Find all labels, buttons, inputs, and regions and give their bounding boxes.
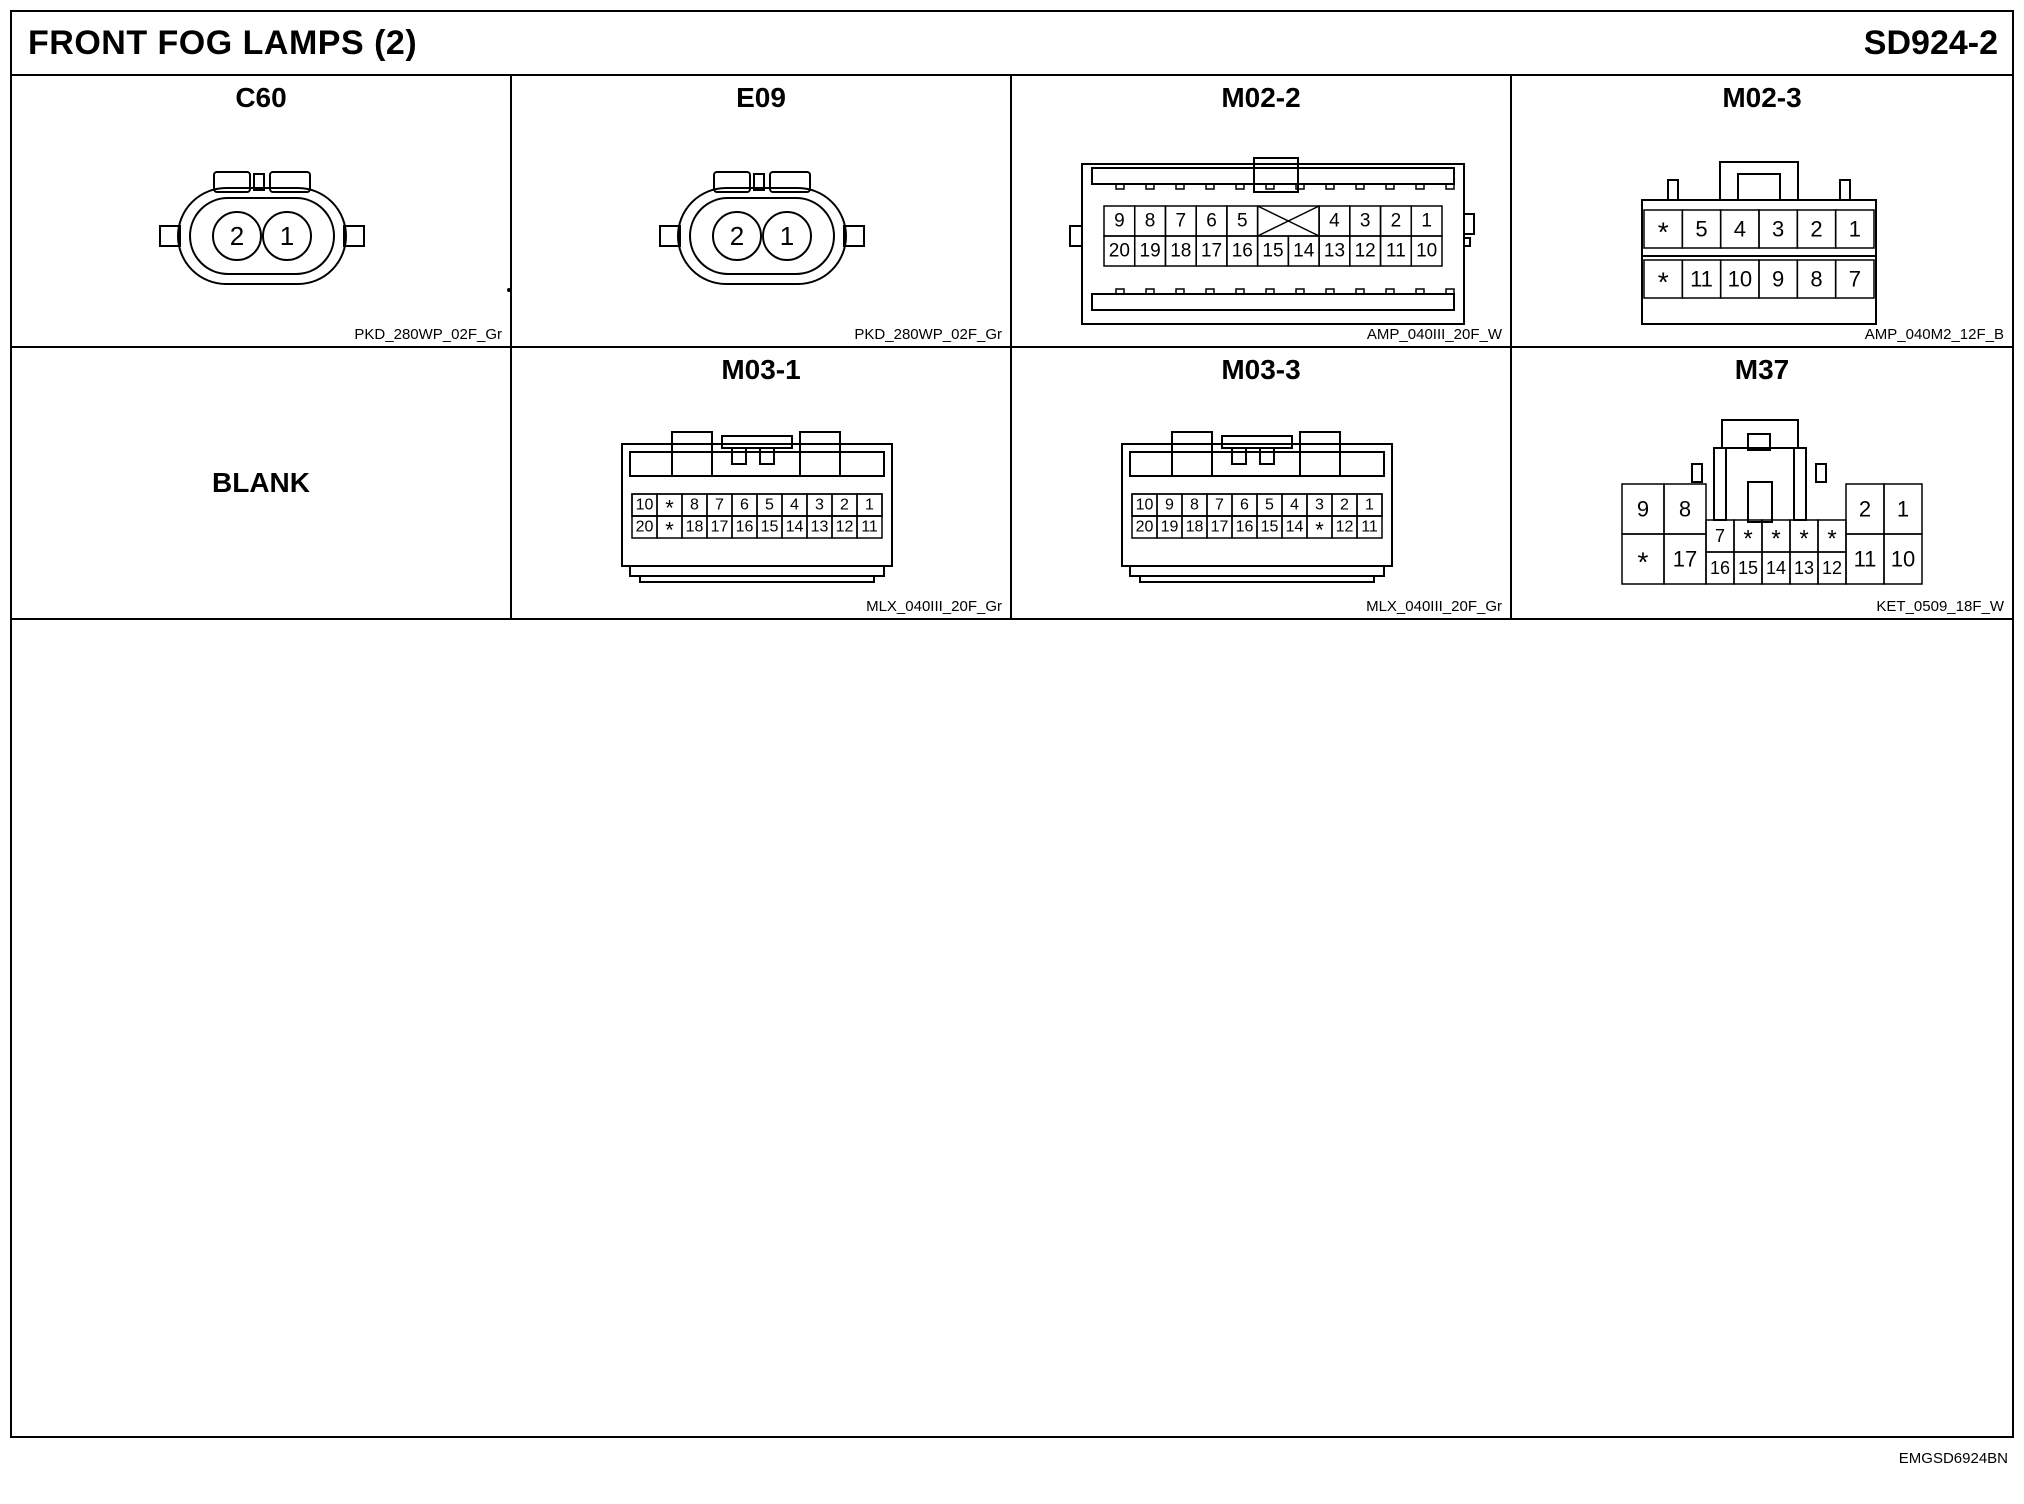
pin-label: 1: [1896, 496, 1910, 522]
top-rail: [1130, 452, 1384, 476]
pin-label: 2: [229, 221, 245, 251]
connector-label: M03-1: [721, 354, 801, 385]
connector-diagram-c60: [12, 76, 512, 346]
connector-diagram-e09: [512, 76, 1012, 346]
pin-label: 10: [1135, 496, 1154, 514]
connector-type: PKD_280WP_02F_Gr: [354, 326, 502, 343]
pin-label: 1: [1421, 210, 1432, 232]
pin-label: 3: [1772, 216, 1785, 242]
side-key: [1070, 226, 1082, 246]
sheet-code: SD924-2: [1863, 24, 1998, 62]
rib-notch: [1266, 184, 1274, 189]
side-key: [1464, 214, 1474, 234]
rib-notch: [1386, 184, 1394, 189]
empty-pin-mark: *: [1637, 546, 1649, 578]
guide-post: [1816, 464, 1826, 482]
latch-tooth: [732, 448, 746, 464]
pin-label: 8: [1190, 496, 1199, 514]
guide-rib: [1714, 448, 1726, 520]
guide-post: [1692, 464, 1702, 482]
rib-notch: [1296, 289, 1304, 294]
connector-type: AMP_040M2_12F_B: [1864, 326, 2004, 343]
rib-notch: [1146, 289, 1154, 294]
pin-label: 8: [1678, 496, 1692, 522]
pin-label: 8: [1144, 210, 1156, 232]
top-rail: [1092, 168, 1454, 184]
pin-label: 6: [1206, 210, 1217, 232]
pin-label: 7: [1175, 210, 1187, 232]
connector-e09: [512, 76, 1012, 348]
guide-rib: [1794, 448, 1806, 520]
pin-label: 2: [729, 221, 745, 251]
rib-notch: [1416, 184, 1424, 189]
connector-m02-2: [1012, 76, 1512, 348]
rib-notch: [1356, 289, 1364, 294]
connector-diagram-m02-2: [1012, 76, 1512, 346]
pin-label: 2: [1810, 216, 1823, 242]
empty-pin-mark: *: [1743, 525, 1753, 553]
header: [12, 12, 2012, 76]
pin-label: 2: [1858, 496, 1872, 522]
pin-label: 5: [1236, 210, 1248, 232]
connector-m37: [1512, 348, 2012, 620]
pin-label: 5: [1265, 496, 1274, 514]
pin-label: 15: [1260, 518, 1279, 536]
connector-m03-1: [512, 348, 1012, 620]
pin-label: 20: [1108, 240, 1130, 262]
empty-pin-mark: *: [1827, 525, 1837, 553]
empty-pin-mark: *: [1657, 266, 1669, 298]
latch-tooth: [1232, 448, 1246, 464]
empty-pin-mark: *: [1771, 525, 1781, 553]
connector-type: KET_0509_18F_W: [1876, 598, 2004, 615]
connector-type: AMP_040III_20F_W: [1366, 326, 1502, 343]
latch-block: [1300, 432, 1340, 476]
connector-label: C60: [235, 82, 287, 113]
pin-label: 3: [1315, 496, 1324, 514]
latch-tooth: [760, 448, 774, 464]
rib-notch: [1326, 289, 1334, 294]
pin-label: 7: [1714, 526, 1726, 546]
pin-label: 8: [690, 496, 699, 514]
connector-m02-3: [1512, 76, 2012, 348]
latch-tab: [1720, 162, 1798, 200]
pin-label: 1: [865, 496, 874, 514]
bottom-lip: [640, 576, 874, 582]
connector-label: M37: [1734, 354, 1790, 385]
pin-label: 18: [1170, 240, 1192, 262]
pin-label: 16: [1231, 240, 1253, 262]
pin-label: 9: [1114, 210, 1125, 232]
connector-m03-3: [1012, 348, 1512, 620]
empty-pin-mark: *: [1657, 216, 1669, 248]
latch-bar: [722, 436, 792, 448]
guide-post: [1840, 180, 1850, 200]
pin-label: 14: [1285, 518, 1304, 536]
rib-notch: [1206, 184, 1214, 189]
pin-label: 16: [1709, 558, 1731, 578]
pin-label: 13: [1323, 240, 1346, 262]
pin-label: 9: [1636, 496, 1650, 522]
pin-label: 10: [1727, 266, 1753, 292]
pin-label: 20: [635, 518, 654, 536]
rib-notch: [1116, 289, 1124, 294]
pin-label: 11: [1690, 266, 1713, 292]
pin-label: 11: [1361, 518, 1378, 536]
pin-label: 18: [1185, 518, 1204, 536]
bottom-rail: [1092, 294, 1454, 310]
pin-label: 12: [1354, 240, 1376, 262]
pin-label: 7: [1215, 496, 1224, 514]
bottom-lip: [1130, 566, 1384, 576]
pin-label: 9: [1772, 266, 1785, 292]
rib-notch: [1206, 289, 1214, 294]
pin-label: 1: [279, 221, 295, 251]
connector-c60: [12, 76, 512, 348]
latch-inner: [1738, 174, 1780, 200]
rib-notch: [1176, 184, 1184, 189]
pin-label: 17: [1200, 240, 1223, 262]
rib-notch: [1446, 184, 1454, 189]
pin-label: 2: [1390, 210, 1402, 232]
pin-label: 2: [840, 496, 849, 514]
rib-notch: [1356, 184, 1364, 189]
latch-block: [672, 432, 712, 476]
pin-label: 8: [1810, 266, 1823, 292]
pin-label: 17: [1672, 546, 1698, 572]
pin-label: 1: [1848, 216, 1861, 242]
pin-label: 10: [635, 496, 654, 514]
page-title: FRONT FOG LAMPS (2): [28, 24, 418, 62]
bottom-lip: [630, 566, 884, 576]
pin-label: 11: [861, 518, 878, 536]
pin-label: 14: [1765, 558, 1787, 578]
guide-post: [1668, 180, 1678, 200]
pin-label: 20: [1135, 518, 1154, 536]
pin-label: 14: [1293, 240, 1315, 262]
pin-label: 14: [785, 518, 804, 536]
pin-label: 16: [1235, 518, 1254, 536]
connector-label: M02-2: [1221, 82, 1301, 113]
connector-diagram-m03-1: [512, 348, 1012, 618]
connector-label: M02-3: [1722, 82, 1802, 113]
pin-label: 13: [1793, 558, 1815, 578]
pin-label: 10: [1890, 546, 1916, 572]
blank-label: BLANK: [212, 467, 310, 498]
empty-pin-mark: *: [665, 517, 674, 543]
pin-label: 2: [1340, 496, 1349, 514]
latch-tooth: [1260, 448, 1274, 464]
latch-block: [1172, 432, 1212, 476]
connector-label: E09: [736, 82, 786, 113]
connector-sheet: [10, 10, 2014, 1438]
rib-notch: [1416, 289, 1424, 294]
pin-label: 3: [815, 496, 824, 514]
connector-label: M03-3: [1221, 354, 1301, 385]
stray-dot: [508, 289, 511, 292]
rib-notch: [1146, 184, 1154, 189]
empty-pin-mark: *: [665, 495, 674, 521]
pin-label: 1: [1365, 496, 1374, 514]
rib-notch: [1236, 184, 1244, 189]
pin-label: 16: [735, 518, 754, 536]
pin-label: 6: [740, 496, 749, 514]
pin-label: 19: [1160, 518, 1179, 536]
empty-pin-mark: *: [1799, 525, 1809, 553]
rib-notch: [1236, 289, 1244, 294]
connector-diagram-m03-3: [1012, 348, 1512, 618]
pin-label: 17: [1210, 518, 1229, 536]
latch-bar: [1222, 436, 1292, 448]
rib-notch: [1326, 184, 1334, 189]
pin-label: 12: [835, 518, 854, 536]
rib-notch: [1176, 289, 1184, 294]
pin-label: 7: [1848, 266, 1861, 292]
pin-label: 10: [1416, 240, 1438, 262]
pin-label: 4: [1733, 216, 1746, 242]
pin-label: 7: [715, 496, 724, 514]
top-rail: [630, 452, 884, 476]
pin-label: 17: [710, 518, 729, 536]
pin-label: 15: [1737, 558, 1759, 578]
latch-block: [800, 432, 840, 476]
pin-label: 11: [1853, 546, 1877, 572]
rib-notch: [1116, 184, 1124, 189]
pin-label: 5: [765, 496, 774, 514]
rib-notch: [1446, 289, 1454, 294]
pin-label: 9: [1165, 496, 1174, 514]
bottom-lip: [1140, 576, 1374, 582]
side-key: [1464, 238, 1470, 246]
pin-label: 12: [1821, 558, 1843, 578]
rib-notch: [1386, 289, 1394, 294]
pin-label: 13: [810, 518, 829, 536]
pin-label: 4: [1290, 496, 1299, 514]
pin-label: 1: [779, 221, 795, 251]
pin-label: 15: [760, 518, 779, 536]
pin-label: 15: [1262, 240, 1284, 262]
document-id: EMGSD6924BN: [1898, 1450, 2008, 1467]
connector-diagram-m37: [1512, 348, 2012, 618]
pin-label: 6: [1240, 496, 1249, 514]
pin-label: 18: [685, 518, 704, 536]
connector-type: PKD_280WP_02F_Gr: [854, 326, 1002, 343]
empty-pin-mark: *: [1315, 517, 1324, 543]
pin-label: 4: [1329, 210, 1340, 232]
pin-label: 3: [1359, 210, 1371, 232]
pin-label: 12: [1335, 518, 1354, 536]
connector-type: MLX_040III_20F_Gr: [866, 598, 1002, 615]
rib-notch: [1266, 289, 1274, 294]
pin-label: 19: [1139, 240, 1161, 262]
connector-type: MLX_040III_20F_Gr: [1366, 598, 1502, 615]
pin-label: 4: [790, 496, 799, 514]
connector-diagram-m02-3: [1512, 76, 2012, 346]
pin-label: 11: [1386, 240, 1406, 262]
blank-cell: [12, 348, 512, 620]
center-key: [1748, 482, 1772, 522]
pin-label: 5: [1695, 216, 1708, 242]
